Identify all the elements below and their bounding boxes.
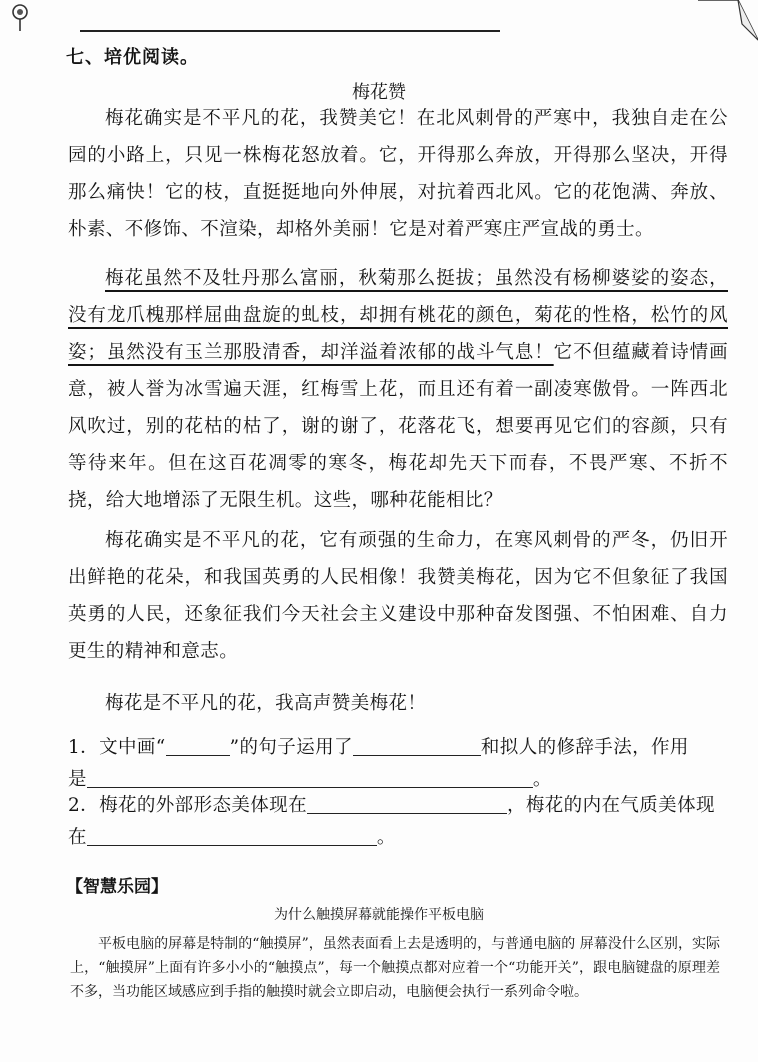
paragraph-2 xyxy=(68,260,728,519)
underlined-sentence: 梅花虽然不及牡丹那么富丽，秋菊那么挺拔；虽然没有杨柳婆娑的姿态，没有龙爪槐那样屈曲盘旋的虬枝，却拥有桃花的颜色，菊花的性格，松竹的风姿；虽然没有玉兰那股清香，却洋溢着浓郁的战斗气息！ xyxy=(68,268,728,363)
paragraph-4: 梅花是不平凡的花，我高声赞美梅花！ xyxy=(105,693,427,714)
q1-rhetoric-answer-blank[interactable] xyxy=(353,735,481,756)
essay-title: 梅花赞 xyxy=(352,82,406,103)
paragraph-2-rest: 它不但蕴藏着诗情画意，被人誉为冰雪遍天涯，红梅雪上花，而且还有着一副凌寒傲骨。一阵西北风吹过，别的花枯的枯了，谢的谢了，花落花飞，想要再见它们的容颜，只有等待来年。但在这百花凋零的寒冬，梅花却先天下而春，不畏严寒、不折不挠，给大地增添了无限生机。这些，哪种花能相比？ xyxy=(68,342,728,511)
extra-reading-body: 平板电脑的屏幕是特制的“触摸屏”，虽然表面看上去是透明的，与普通电脑的 屏幕没什么区别，实际上，“触摸屏”上面有许多小小的“触摸点”，每一个触摸点都对应着一个“功能开关”，跟电脑键盘的原理差不多，当功能区域感应到手指的触摸时就会立即启动，电脑便会执行一系列命令啦。 xyxy=(70,936,720,1000)
paragraph-1: 梅花确实是不平凡的花，我赞美它！在北风刺骨的严寒中，我独自走在公园的小路上，只见一株梅花怒放着。它，开得那么奔放，开得那么坚决，开得那么痛快！它的枝，直挺挺地向外伸展，对抗着西北风。它的花饱满、奔放、朴素、不修饰、不渲染，却格外美丽！它是对着严寒庄严宣战的勇士。 xyxy=(68,108,728,240)
question-1: 1．文中画“ ”的句子运用了 和拟人的修辞手法，作用 是 。 xyxy=(68,737,689,790)
page-corner-fold-icon xyxy=(698,0,758,44)
section-title: 七、培优阅读。 xyxy=(66,47,199,68)
pushpin-icon xyxy=(8,2,32,32)
wisdom-park-heading: 【智慧乐园】 xyxy=(66,877,168,897)
q1-effect-answer-blank[interactable] xyxy=(87,767,533,788)
q2-external-beauty-answer-blank[interactable] xyxy=(307,793,507,814)
q2-inner-beauty-answer-blank[interactable] xyxy=(87,825,377,846)
question-2: 2．梅花的外部形态美体现在 ，梅花的内在气质美体现 在 。 xyxy=(68,795,715,848)
paragraph-3: 梅花确实是不平凡的花，它有顽强的生命力，在寒风刺骨的严冬，仍旧开出鲜艳的花朵，和我国英勇的人民相像！我赞美梅花，因为它不但象征了我国英勇的人民，还象征我们今天社会主义建设中那种奋发图强、不怕困难、自力更生的精神和意志。 xyxy=(68,530,728,662)
top-rule xyxy=(80,30,500,32)
extra-reading-title: 为什么触摸屏幕就能操作平板电脑 xyxy=(274,907,484,923)
q1-quote-blank xyxy=(166,735,230,756)
